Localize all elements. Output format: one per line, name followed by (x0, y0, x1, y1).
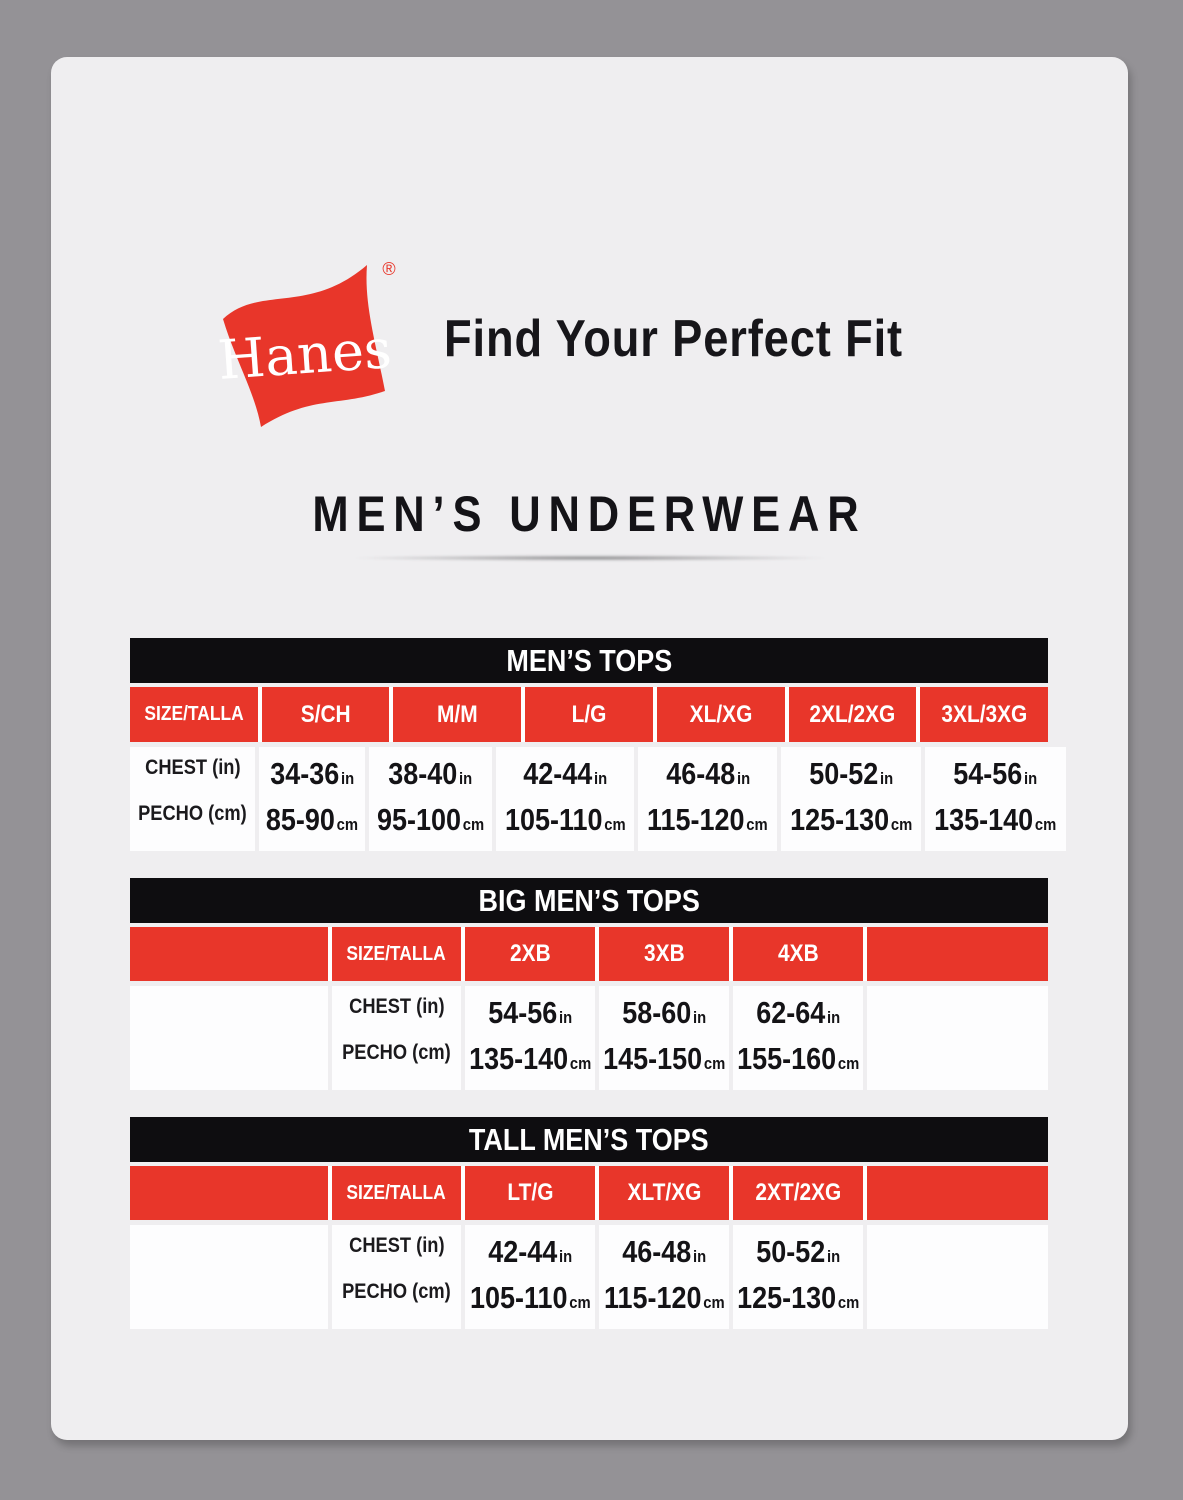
size-header-row (130, 687, 1048, 742)
size-header-row (130, 1166, 1048, 1220)
card (51, 57, 1128, 1440)
pecho-value: 155-160 cm (736, 1041, 860, 1076)
unit-suffix: in (880, 769, 894, 788)
size-column-header-cell (393, 687, 521, 742)
empty-data-cell (130, 986, 328, 1090)
pecho-row-label: PECHO (cm) (342, 1280, 451, 1303)
unit-suffix: cm (837, 1054, 860, 1073)
size-label: L/G (571, 700, 607, 728)
chest-value: 42-44 in (488, 1234, 572, 1269)
data-cell (925, 747, 1065, 851)
unit-suffix: cm (746, 815, 769, 834)
size-column-header-cell (789, 687, 917, 742)
unit-suffix: in (1024, 769, 1038, 788)
title-shadow (355, 555, 825, 561)
chest-value: 62-64 in (756, 995, 840, 1030)
measurements-row (130, 986, 1048, 1090)
pecho-row-label: PECHO (cm) (138, 802, 247, 825)
chest-value: 54-56 in (953, 756, 1038, 791)
tall-mens-tops-table (130, 1117, 1048, 1329)
size-column-header-cell (525, 687, 653, 742)
size-talla-label: SIZE/TALLA (346, 942, 447, 965)
chest-value: 42-44 in (523, 756, 608, 791)
size-column-header-cell (599, 1166, 729, 1220)
size-header-row (130, 927, 1048, 981)
chest-value: 54-56 in (488, 995, 572, 1030)
registered-mark-icon: ® (382, 259, 396, 279)
size-column-header-cell (599, 927, 729, 981)
size-column-header-cell (733, 1166, 863, 1220)
size-label: 2XB (509, 940, 551, 967)
data-cell (599, 986, 729, 1090)
chest-row-label: CHEST (in) (144, 756, 241, 779)
unit-suffix: in (340, 769, 354, 788)
size-column-header-cell (262, 687, 390, 742)
unit-suffix: in (826, 1008, 840, 1027)
data-cell (638, 747, 777, 851)
size-label: 2XT/2XG (755, 1179, 841, 1206)
pecho-row-label: PECHO (cm) (342, 1041, 451, 1064)
pecho-value: 125-130 cm (790, 802, 913, 837)
pecho-value: 105-110 cm (469, 1280, 591, 1315)
empty-data-cell (130, 1225, 328, 1329)
size-label: 3XL/3XG (941, 700, 1028, 728)
size-label: M/M (436, 700, 478, 728)
page-title-text: MEN’S UNDERWEAR (312, 486, 867, 542)
size-column-header-cell (920, 687, 1048, 742)
unit-suffix: cm (1035, 815, 1057, 834)
chest-value: 46-48 in (665, 756, 750, 791)
size-label: 2XL/2XG (809, 700, 896, 728)
red-spacer-cell (867, 927, 1048, 981)
unit-suffix: in (692, 1008, 706, 1027)
size-label: LT/G (506, 1179, 554, 1206)
data-cell (465, 1225, 595, 1329)
unit-suffix: cm (703, 1054, 726, 1073)
tagline-text: Find Your Perfect Fit (444, 310, 903, 368)
empty-data-cell (867, 986, 1048, 1090)
pecho-value: 115-120 cm (647, 802, 769, 837)
row-label-cell (130, 747, 255, 851)
row-label-cell (332, 1225, 461, 1329)
chest-row-label: CHEST (in) (348, 995, 445, 1018)
data-cell (733, 986, 863, 1090)
data-cell (733, 1225, 863, 1329)
big-mens-tops-table (130, 878, 1048, 1090)
size-label: XLT/XG (627, 1179, 701, 1206)
table-title: BIG MEN’S TOPS (478, 882, 700, 918)
size-talla-header-cell (130, 687, 258, 742)
size-column-header-cell (733, 927, 863, 981)
mens-tops-table (130, 638, 1057, 851)
unit-suffix: in (736, 769, 750, 788)
unit-suffix: in (459, 769, 473, 788)
pecho-value: 85-90 cm (265, 802, 358, 837)
pecho-value: 95-100 cm (376, 802, 484, 837)
red-spacer-cell (867, 1166, 1048, 1220)
chest-value: 34-36 in (269, 756, 354, 791)
data-cell (781, 747, 921, 851)
unit-suffix: cm (569, 1054, 592, 1073)
size-label: S/CH (300, 700, 351, 728)
unit-suffix: cm (568, 1293, 591, 1312)
table-title-bar (130, 878, 1048, 923)
page-title (51, 485, 1128, 543)
pecho-value: 135-140 cm (934, 802, 1057, 837)
pecho-value: 135-140 cm (468, 1041, 592, 1076)
red-spacer-cell (130, 927, 328, 981)
size-label: 4XB (777, 940, 819, 967)
table-title-bar (130, 638, 1048, 683)
table-title-bar (130, 1117, 1048, 1162)
chest-value: 46-48 in (622, 1234, 706, 1269)
unit-suffix: in (593, 769, 608, 788)
table-title: MEN’S TOPS (506, 642, 672, 678)
size-column-header-cell (465, 927, 595, 981)
chest-row-label: CHEST (in) (348, 1234, 445, 1257)
red-spacer-cell (130, 1166, 328, 1220)
hanes-logo (211, 255, 416, 443)
chest-value: 50-52 in (756, 1234, 840, 1269)
chest-value: 38-40 in (388, 756, 473, 791)
size-talla-header-cell (332, 1166, 461, 1220)
pecho-value: 115-120 cm (603, 1280, 725, 1315)
size-talla-label: SIZE/TALLA (346, 1181, 447, 1204)
unit-suffix: cm (336, 815, 358, 834)
measurements-row (130, 1225, 1048, 1329)
data-cell (599, 1225, 729, 1329)
hanes-wordmark: Hanes (215, 317, 394, 393)
tagline (444, 309, 972, 369)
unit-suffix: in (558, 1247, 572, 1266)
row-label-cell (332, 986, 461, 1090)
unit-suffix: in (692, 1247, 706, 1266)
chest-value: 50-52 in (809, 756, 894, 791)
data-cell (259, 747, 365, 851)
unit-suffix: cm (604, 815, 626, 834)
unit-suffix: in (826, 1247, 840, 1266)
size-label: XL/XG (689, 700, 753, 728)
measurements-row (130, 747, 1057, 851)
data-cell (465, 986, 595, 1090)
data-cell (369, 747, 492, 851)
size-column-header-cell (657, 687, 785, 742)
unit-suffix: cm (837, 1293, 860, 1312)
table-title: TALL MEN’S TOPS (469, 1121, 709, 1157)
unit-suffix: cm (462, 815, 484, 834)
chest-value: 58-60 in (622, 995, 706, 1030)
pecho-value: 145-150 cm (602, 1041, 726, 1076)
unit-suffix: cm (702, 1293, 725, 1312)
size-column-header-cell (465, 1166, 595, 1220)
size-label: 3XB (643, 940, 685, 967)
pecho-value: 125-130 cm (736, 1280, 860, 1315)
pecho-value: 105-110 cm (504, 802, 626, 837)
unit-suffix: cm (890, 815, 913, 834)
size-talla-label: SIZE/TALLA (144, 703, 244, 725)
data-cell (496, 747, 635, 851)
empty-data-cell (867, 1225, 1048, 1329)
unit-suffix: in (558, 1008, 572, 1027)
size-talla-header-cell (332, 927, 461, 981)
